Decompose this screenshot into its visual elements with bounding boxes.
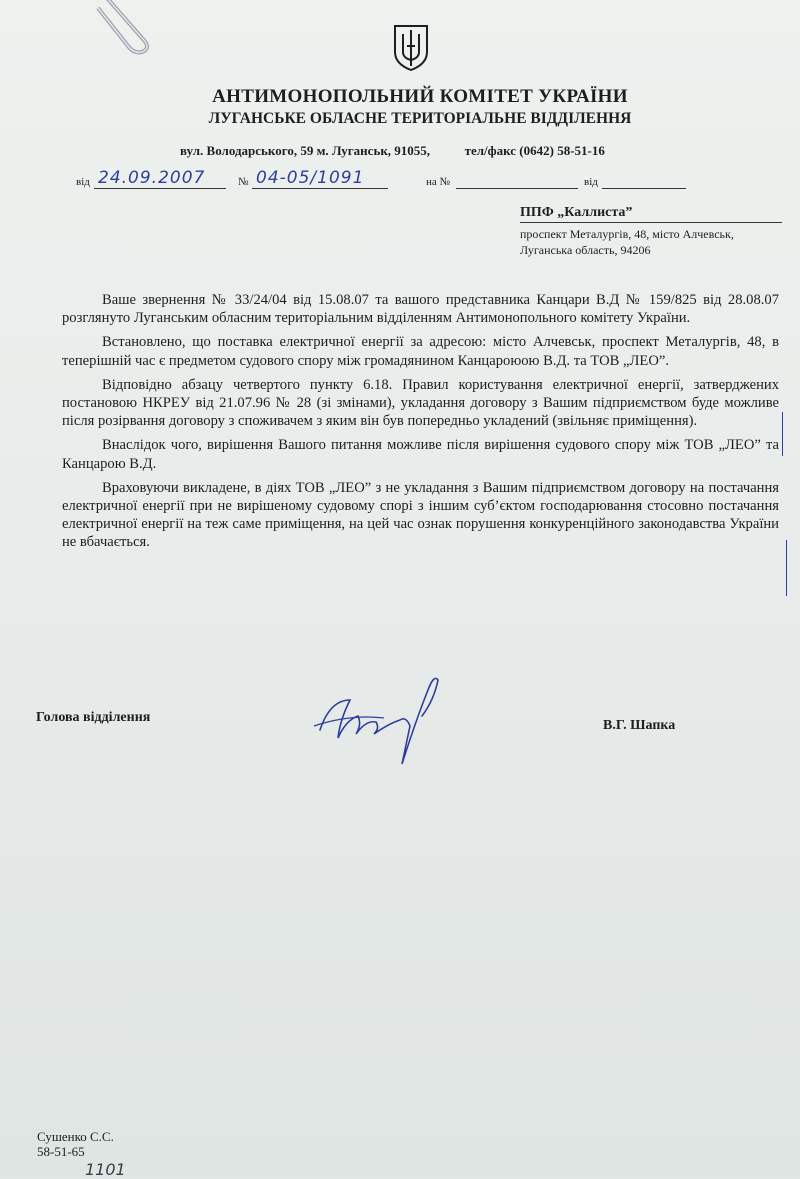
body-paragraph: Встановлено, що поставка електричної енергії за адресою: місто Алчевськ, проспект Металургів, 48, в теперішній час є предметом судового спору між громадянином Канцароюою В.Д. та ТОВ „ЛЕО”. bbox=[62, 334, 779, 369]
letter-body bbox=[62, 291, 779, 558]
body-paragraph: Ваше звернення № 33/24/04 від 15.08.07 та вашого представника Канцари В.Д № 159/825 від 28.08.07 розглянуто Луганським обласним територіальним відділенням Антимонопольного комітету України. bbox=[62, 292, 779, 327]
number-underline bbox=[252, 188, 388, 189]
pen-margin-mark bbox=[786, 540, 787, 596]
reference-date-underline bbox=[602, 188, 686, 189]
recipient-address-1: проспект Металургів, 48, місто Алчевськ, bbox=[520, 227, 734, 241]
pen-margin-mark bbox=[782, 412, 783, 456]
executor-phone: 58-51-65 bbox=[37, 1144, 85, 1159]
org-phone: тел/факс (0642) 58-51-16 bbox=[464, 143, 605, 158]
registration-line bbox=[72, 170, 712, 194]
handwritten-date: 24.09.2007 bbox=[98, 168, 206, 188]
handwritten-fragment: 1101 bbox=[85, 1160, 126, 1179]
executor-name: Сушенко С.С. bbox=[37, 1129, 114, 1144]
signatory-position: Голова відділення bbox=[36, 710, 151, 725]
date-label: від bbox=[76, 176, 90, 188]
handwritten-signature bbox=[310, 660, 460, 770]
date-underline bbox=[94, 188, 226, 189]
org-title: АНТИМОНОПОЛЬНИЙ КОМІТЕТ УКРАЇНИ bbox=[212, 86, 628, 107]
handwritten-number: 04-05/1091 bbox=[256, 168, 365, 188]
org-address-line bbox=[180, 143, 605, 159]
body-paragraph: Враховуючи викладене, в діях ТОВ „ЛЕО” з не укладання з Вашим підприємством договору на постачання електричної енергії при не вирішеному судовому спорі з іншим суб’єктом господарювання стосовно постачання електричної енергії на теж саме приміщення, на цей час ознак порушення конкуренційного законодавства України не вбачається. bbox=[62, 479, 779, 551]
signatory-name: В.Г. Шапка bbox=[603, 718, 676, 733]
number-label: № bbox=[238, 176, 249, 188]
trident-emblem-icon bbox=[391, 22, 431, 72]
body-paragraph: Відповідно абзацу четвертого пункту 6.18. Правил користування електричної енергії, затверджених постановою НКРЕУ від 21.07.96 № 28 (зі змінами), укладання договору з Вашим підприємством буде можливе після розірвання договору з споживачем з яким він був попередньо укладений (звільняє приміщення). bbox=[62, 376, 779, 430]
executor-block bbox=[37, 1129, 114, 1159]
org-address: вул. Володарського, 59 м. Луганськ, 91055, bbox=[180, 143, 431, 158]
reference-underline bbox=[456, 188, 578, 189]
recipient-address-2: Луганська область, 94206 bbox=[520, 243, 651, 257]
reference-date-label: від bbox=[584, 176, 598, 188]
reference-label: на № bbox=[426, 176, 451, 188]
org-subtitle: ЛУГАНСЬКЕ ОБЛАСНЕ ТЕРИТОРІАЛЬНЕ ВІДДІЛЕННЯ bbox=[208, 110, 632, 127]
recipient-block bbox=[520, 205, 782, 258]
paper-clip-icon bbox=[80, 0, 170, 60]
body-paragraph: Внаслідок чого, вирішення Вашого питання можливе після вирішення судового спору між ТОВ „ЛЕО” та Канцарою В.Д. bbox=[62, 437, 779, 472]
recipient-name: ППФ „Каллиста” bbox=[520, 205, 782, 223]
